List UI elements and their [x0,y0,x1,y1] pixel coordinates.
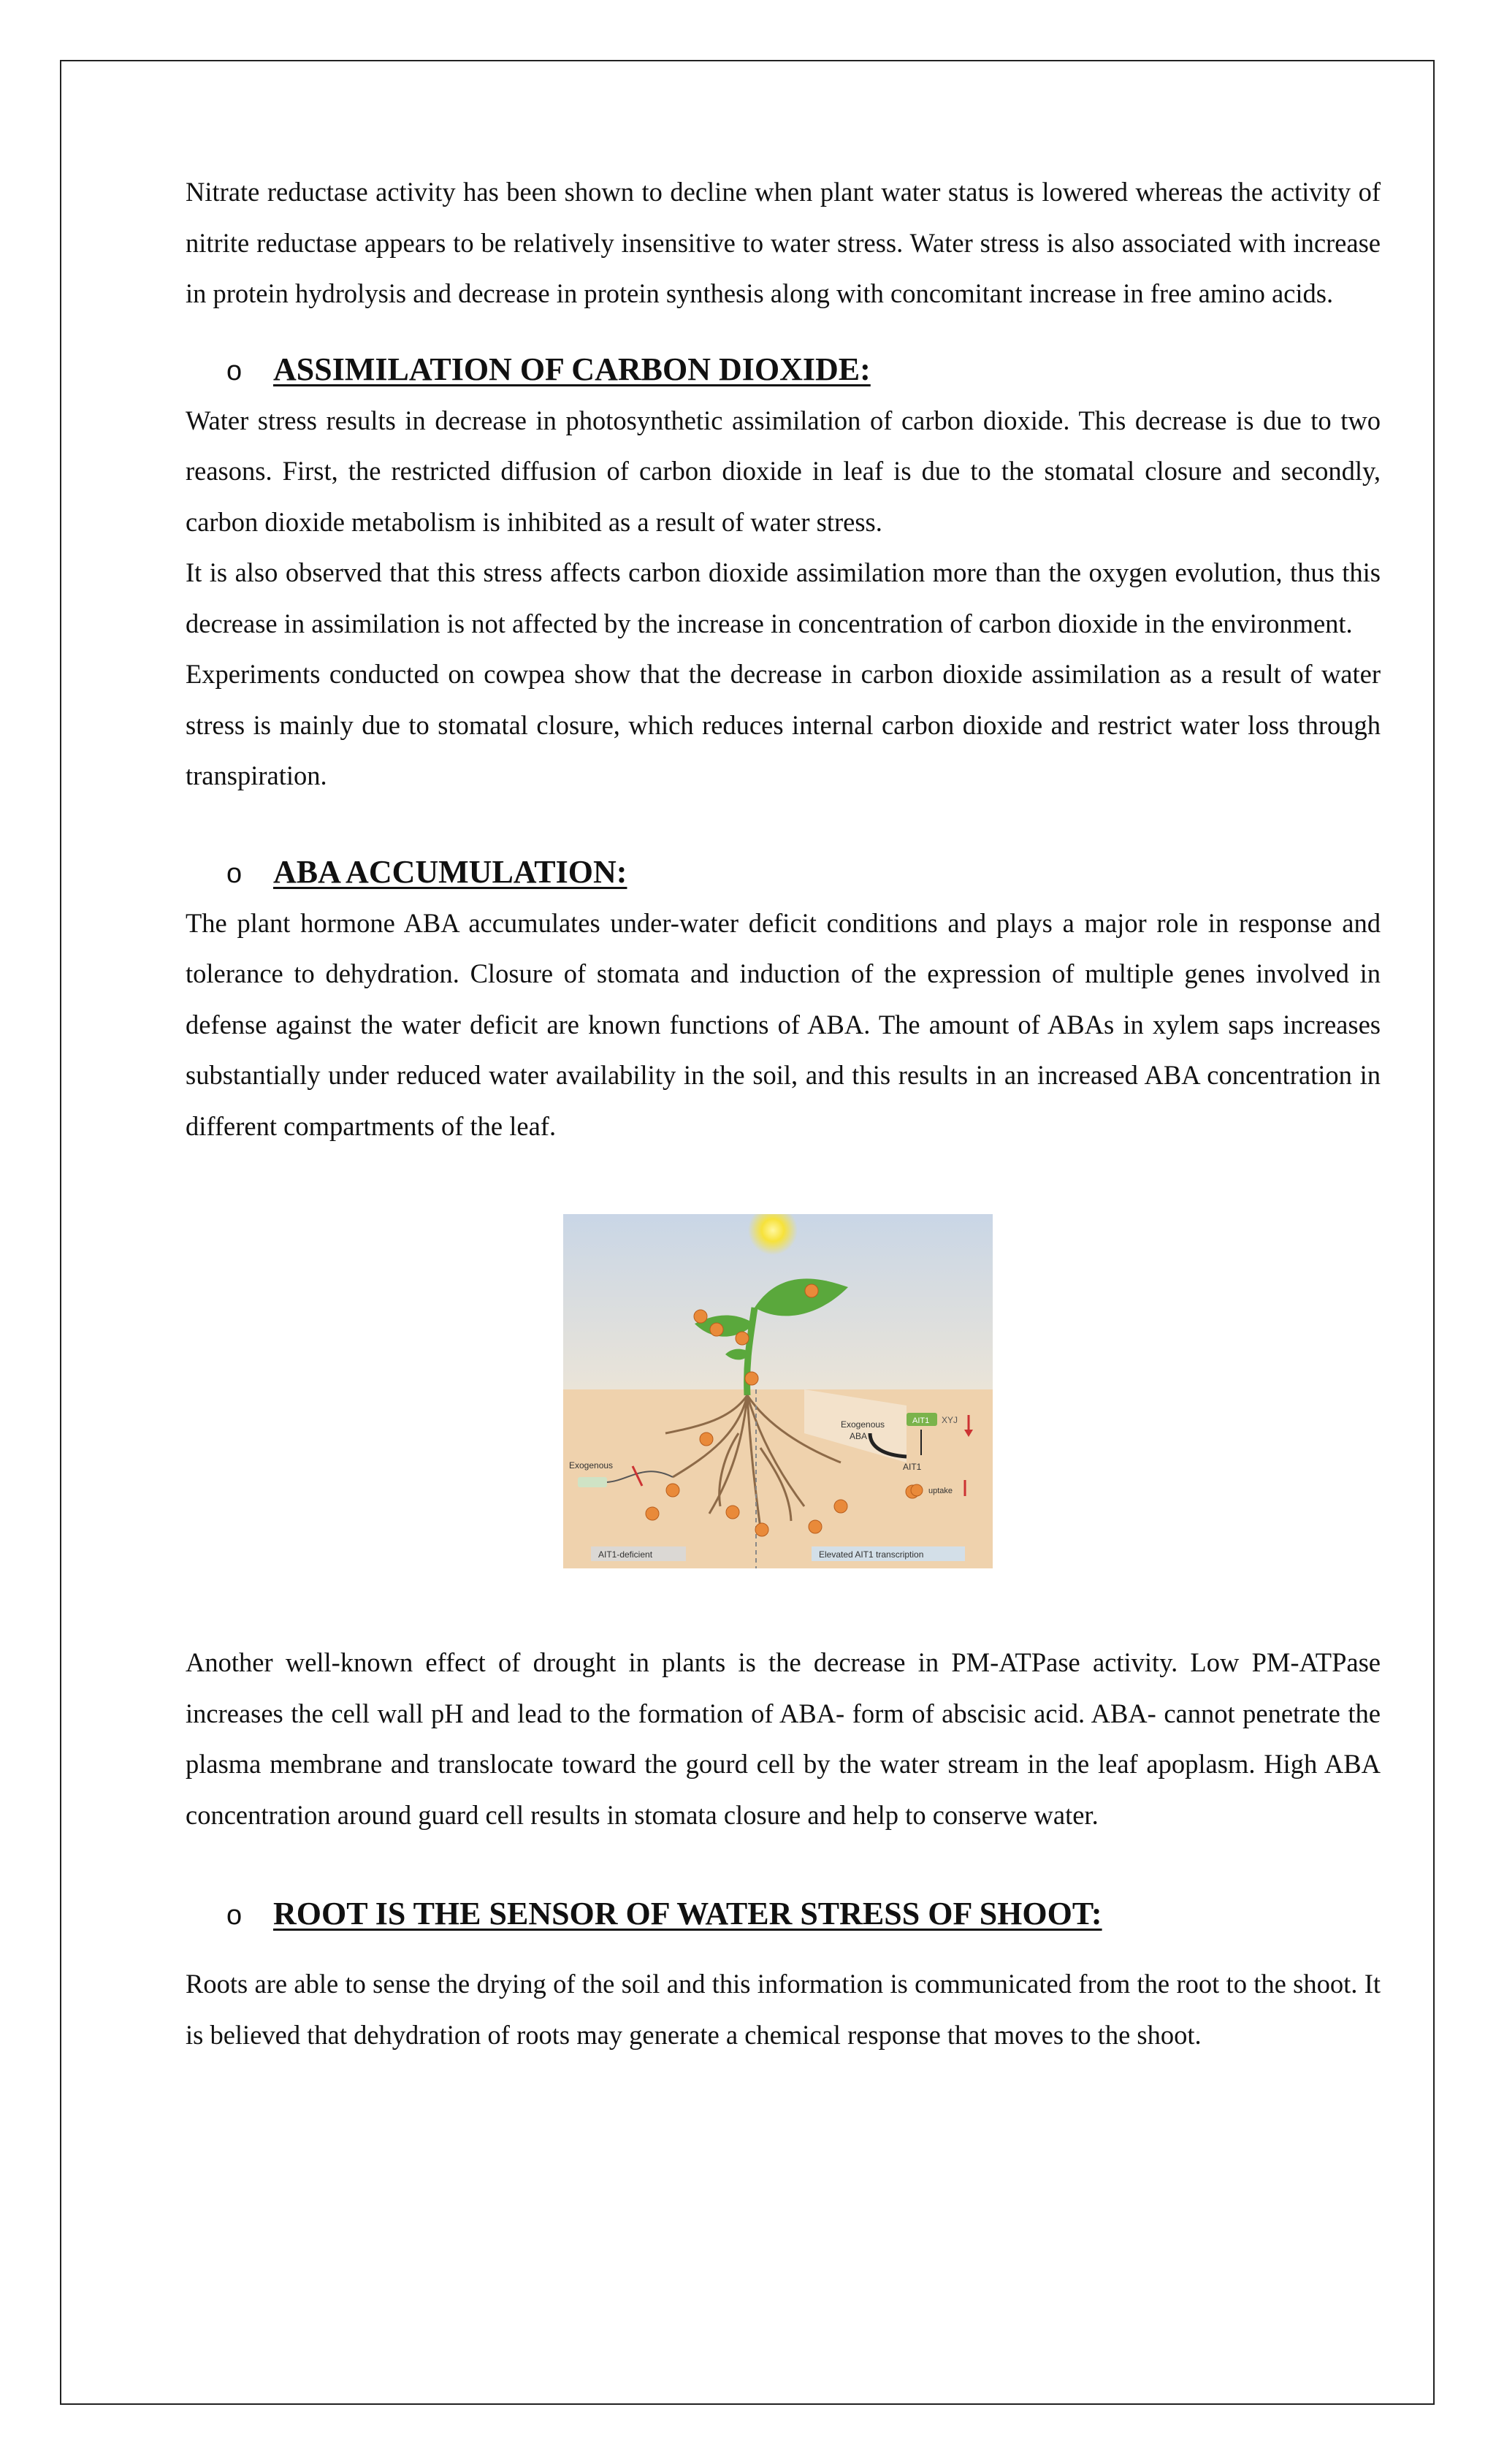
caption-left: AIT1-deficient [598,1549,653,1560]
intro-paragraph: Nitrate reductase activity has been shown to decline when plant water status is lowered whereas the activity of nitrite reductase appears to be relatively insensitive to water stress. Water stress is also associated with increase in protein hydrolysis and decrease in protein synthesis along with concomitant increase in free amino acids. [186,177,1381,308]
section-heading-root [186,1885,1381,1942]
heading-text: ROOT IS THE SENSOR OF WATER STRESS OF SHOOT: [273,1896,1102,1931]
section-heading-aba [186,844,1381,901]
root-paragraph-1: Roots are able to sense the drying of the soil and this information is communicated from the root to the shoot. It is believed that dehydration of roots may generate a chemical response that moves to the shoot. [186,1969,1381,2050]
caption-right: Elevated AIT1 transcription [819,1549,924,1560]
document-body [186,167,1381,2060]
exogenous-label-left: Exogenous [569,1460,614,1471]
calcium-dot [805,1284,818,1297]
ait1-box-label: AIT1 [912,1416,930,1425]
exogenous-label-right: Exogenous [841,1419,885,1430]
calcium-dot [694,1310,707,1323]
co2-paragraph-1: Water stress results in decrease in photosynthetic assimilation of carbon dioxide. This decrease is due to two reasons. First, the restricted diffusion of carbon dioxide in leaf is due to the stomatal closure and secondly, carbon dioxide metabolism is inhibited as a result of water stress. [186,405,1381,537]
calcium-dot [911,1484,923,1496]
calcium-dot [700,1433,713,1446]
section-heading-co2 [186,341,1381,398]
calcium-dot [710,1323,723,1336]
calcium-dot [755,1523,768,1536]
calcium-dot [646,1507,659,1520]
aba-chip-left [578,1477,607,1487]
figure-container [175,1214,1381,1568]
aba-paragraph-1: The plant hormone ABA accumulates under-water deficit conditions and plays a major role in response and tolerance to dehydration. Closure of stomata and induction of the expression of multiple genes involved in defense against the water deficit are known functions of ABA. The amount of ABAs in xylem saps increases substantially under reduced water availability in the soil, and this results in an increased ABA concentration in different compartments of the leaf. [186,907,1381,1141]
ait1-label: AIT1 [903,1462,922,1472]
aba-uptake-figure [563,1214,993,1568]
calcium-dot [745,1372,758,1385]
bullet-marker: o [226,1900,243,1931]
calcium-dot [726,1506,739,1519]
calcium-dot [809,1520,822,1533]
aba-paragraph-2: Another well-known effect of drought in plants is the decrease in PM-ATPase activity. Low PM-ATPase increases the cell wall pH and lead to the formation of ABA- form of abscisic acid. ABA- cannot penetrate the plasma membrane and translocate toward the gourd cell by the water stream in the leaf apoplasm. High ABA concentration around guard cell results in stomata closure and help to conserve water. [186,1647,1381,1830]
xyj-label: XYJ [942,1415,958,1425]
heading-text: ABA ACCUMULATION: [273,853,627,890]
heading-text: ASSIMILATION OF CARBON DIOXIDE: [273,351,871,387]
bullet-marker: o [226,858,243,889]
uptake-label: uptake [928,1487,953,1495]
calcium-dot [736,1332,749,1345]
co2-paragraph-3: Experiments conducted on cowpea show that the decrease in carbon dioxide assimilation as a result of water stress is mainly due to stomatal closure, which reduces internal carbon dioxide and restrict water loss through transpiration. [186,659,1381,790]
aba-label: ABA [850,1431,868,1441]
bullet-marker: o [226,355,243,386]
calcium-dot [666,1484,679,1497]
calcium-dot [834,1500,847,1513]
co2-paragraph-2: It is also observed that this stress affects carbon dioxide assimilation more than the oxygen evolution, thus this decrease in assimilation is not affected by the increase in concentration of carbon dioxide in the environment. [186,557,1381,638]
